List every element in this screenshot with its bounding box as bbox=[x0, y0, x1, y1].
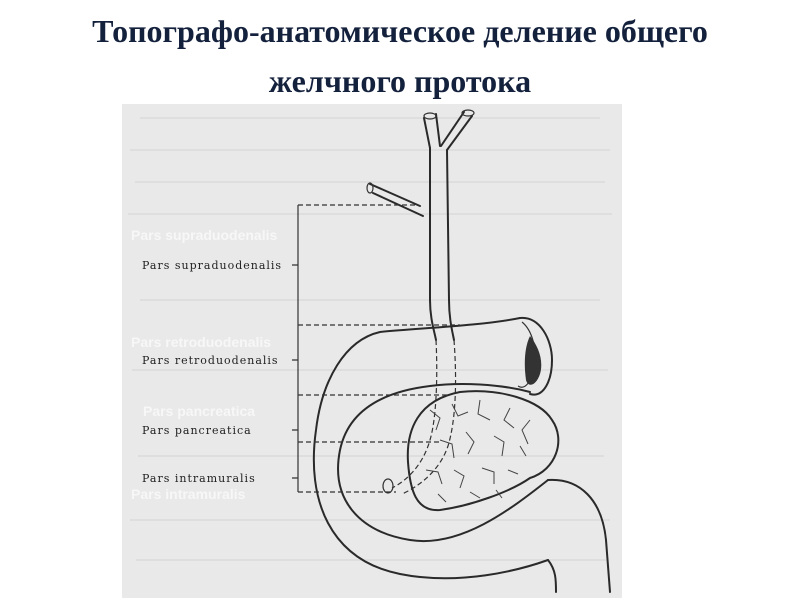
overlay-label-intramuralis: Pars intramuralis bbox=[131, 486, 246, 502]
label-pars-pancreatica: Pars pancreatica bbox=[142, 424, 252, 437]
hepatic-ducts bbox=[367, 110, 474, 216]
slide-title bbox=[0, 6, 800, 106]
diagram-svg bbox=[122, 104, 622, 598]
overlay-label-pancreatica: Pars pancreatica bbox=[143, 403, 256, 419]
label-pars-intramuralis: Pars intramuralis bbox=[142, 472, 256, 485]
section-bracket bbox=[292, 205, 460, 492]
title-line-1: Топографо-анатомическое деление общего bbox=[92, 13, 708, 49]
title-line-2: желчного протока bbox=[268, 63, 532, 99]
label-pars-supraduodenalis: Pars supraduodenalis bbox=[142, 259, 283, 272]
overlay-label-retroduodenalis: Pars retroduodenalis bbox=[131, 334, 272, 350]
overlay-label-supraduodenalis: Pars supraduodenalis bbox=[131, 227, 278, 243]
bile-duct-diagram bbox=[122, 104, 622, 598]
pancreas-head bbox=[408, 391, 559, 510]
duodenum bbox=[314, 318, 610, 592]
duodenum-cut-end bbox=[518, 318, 552, 395]
label-pars-retroduodenalis: Pars retroduodenalis bbox=[142, 354, 279, 367]
